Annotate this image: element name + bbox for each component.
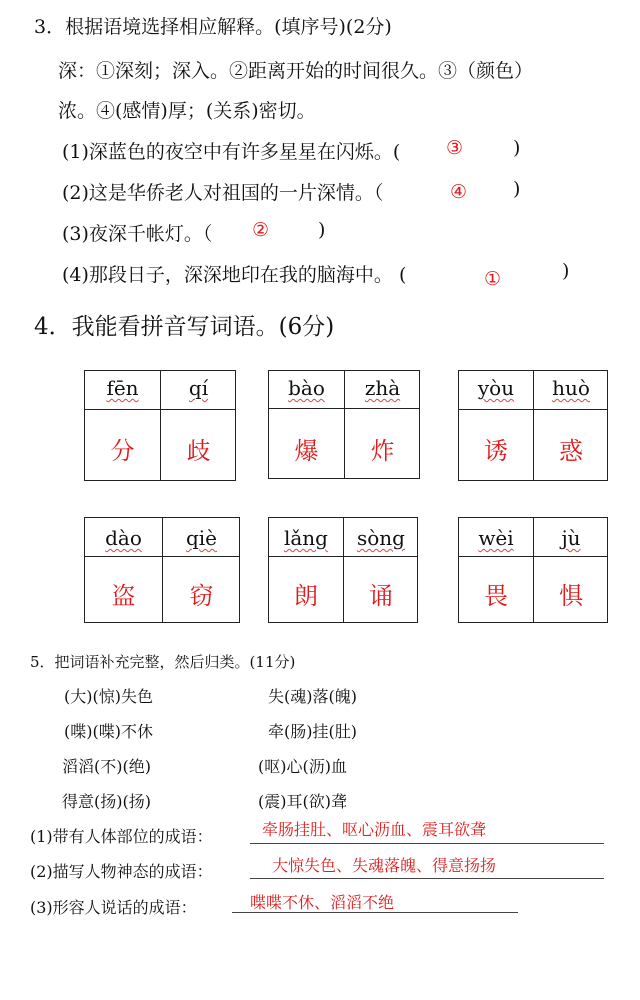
hanzi-4b: 窃 [189, 582, 214, 610]
q3-answer-2: ④ [450, 181, 468, 203]
q3-item-4: (4)那段日子，深深地印在我的脑海中。 ( [62, 264, 407, 286]
q3-item-1: (1)深蓝色的夜空中有许多星星在闪烁。( [62, 141, 401, 163]
pinyin-1b: qí [188, 376, 209, 400]
idiom-5: 滔滔(不)(绝) [62, 757, 151, 776]
q3-item-3-close: ) [318, 219, 326, 241]
hanzi-5b: 诵 [369, 582, 393, 610]
definition-line-1: 深：①深刻；深入。②距离开始的时间很久。③（颜色） [58, 60, 534, 82]
pinyin-4b: qiè [185, 526, 218, 550]
q5-answer-3: 喋喋不休、滔滔不绝 [250, 893, 395, 912]
q3-answer-1: ③ [446, 137, 464, 159]
pinyin-6b: jù [561, 526, 581, 550]
idiom-6: (呕)心(沥)血 [258, 757, 347, 776]
pinyin-box-1 [84, 370, 236, 481]
q3-item-1-close: ) [513, 137, 521, 159]
hanzi-2b: 炸 [370, 437, 395, 465]
pinyin-6a: wèi [478, 526, 514, 550]
q3-answer-4: ① [484, 268, 502, 290]
q5-answer-2: 大惊失色、失魂落魄、得意扬扬 [272, 856, 497, 875]
hanzi-3b: 惑 [559, 437, 583, 465]
q3-item-3: (3)夜深千帐灯。（ [62, 223, 213, 245]
pinyin-2b: zhà [364, 376, 401, 400]
q5-question-1-label: (1)带有人体部位的成语： [30, 827, 213, 846]
question-3-title: 3．根据语境选择相应解释。(填序号)(2分) [34, 16, 392, 38]
question-4-title: 4．我能看拼音写词语。(6分) [34, 314, 335, 340]
pinyin-box-4 [84, 517, 240, 623]
pinyin-4a: dào [105, 526, 142, 550]
q3-item-2: (2)这是华侨老人对祖国的一片深情。（ [62, 182, 384, 204]
answer-line-2 [250, 878, 604, 879]
hanzi-6a: 畏 [484, 582, 508, 610]
answer-line-1 [250, 843, 604, 844]
hanzi-2a: 爆 [294, 437, 319, 465]
pinyin-1a: fēn [106, 376, 139, 400]
pinyin-3b: huò [552, 376, 590, 400]
idiom-3: (喋)(喋)不休 [64, 722, 153, 741]
q5-question-2-label: (2)描写人物神态的成语： [30, 862, 213, 881]
definition-line-2: 浓。④(感情)厚；(关系)密切。 [58, 100, 316, 122]
idiom-7: 得意(扬)(扬) [62, 792, 151, 811]
q5-question-3-label: (3)形容人说话的成语： [30, 898, 197, 917]
answer-line-3 [232, 912, 518, 913]
pinyin-5a: lǎng [283, 526, 328, 550]
pinyin-3a: yòu [477, 376, 515, 400]
pinyin-2a: bào [288, 376, 325, 400]
pinyin-box-6 [458, 517, 608, 623]
hanzi-3a: 诱 [484, 437, 508, 465]
q3-item-4-close: ) [562, 260, 570, 282]
hanzi-6b: 惧 [559, 582, 583, 610]
question-5-title: 5．把词语补充完整，然后归类。(11分) [30, 653, 296, 671]
q5-answer-1: 牵肠挂肚、呕心沥血、震耳欲聋 [262, 820, 487, 839]
hanzi-1b: 歧 [186, 437, 211, 465]
pinyin-box-2 [268, 370, 420, 479]
hanzi-1a: 分 [110, 437, 135, 465]
hanzi-4a: 盗 [111, 582, 136, 610]
pinyin-5b: sòng [357, 526, 405, 550]
idiom-4: 牵(肠)挂(肚) [268, 722, 357, 741]
q3-item-2-close: ) [513, 178, 521, 200]
idiom-8: (震)耳(欲)聋 [258, 792, 347, 811]
idiom-1: (大)(惊)失色 [64, 687, 153, 706]
pinyin-box-3 [458, 370, 608, 481]
idiom-2: 失(魂)落(魄) [268, 687, 357, 706]
pinyin-box-5 [268, 517, 418, 623]
q3-answer-3: ② [252, 219, 270, 241]
hanzi-5a: 朗 [294, 582, 318, 610]
